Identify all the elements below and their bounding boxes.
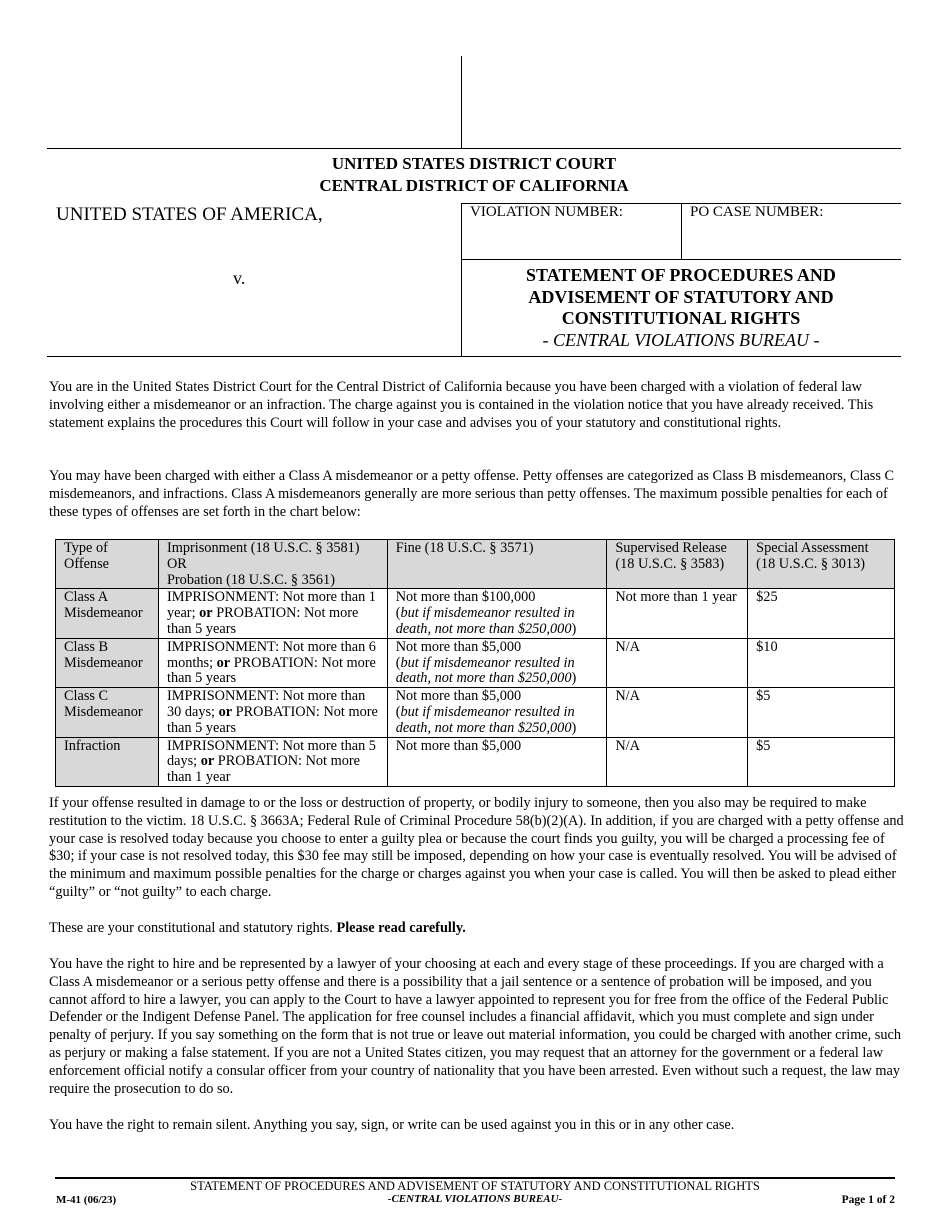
imprisonment-cell: [158, 589, 387, 638]
offense-type-cell: [56, 589, 159, 638]
header-sup-line1: Supervised Release: [615, 540, 727, 556]
court-name-line1: UNITED STATES DISTRICT COURT: [331, 154, 617, 173]
fine-note-text: but if misdemeanor resulted in death, not more than $250,000: [395, 605, 575, 637]
fine-note: (but if misdemeanor resulted in death, not more than $250,000): [395, 654, 577, 687]
paragraph-restitution: [49, 795, 905, 902]
violation-number-field[interactable]: [470, 226, 675, 254]
intro-text: You are in the United States District Court for the Central District of California because you have been charged with a violation of federal law involving either a misdemeanor or an infraction. The charge against you is contained in the violation notice that you have already received. This statement explains the procedures this Court will follow in your case and advises you of your statutory and constitutional rights.: [49, 379, 874, 431]
fine-amount: Not more than $5,000: [395, 638, 522, 655]
imprisonment-text: IMPRISONMENT: Not more than 1 year;: [166, 589, 376, 622]
offense-type-cell: [56, 737, 159, 786]
probation-text: PROBATION: Not more than 1 year: [166, 753, 360, 786]
offense-classes-text: You may have been charged with either a Class A misdemeanor or a petty offense. Petty offenses are categorized as Class B misdemeanors, Class C misdemeanors, and infractions. Class A misdemeanors generally are more serious than petty offenses. The maximum possible penalties for each of these types of offenses are set forth in the chart below:: [49, 468, 895, 520]
probation-text: PROBATION: Not more than 5 years: [166, 605, 359, 637]
assessment-cell: $25: [748, 589, 895, 638]
table-row: [56, 688, 895, 737]
imprisonment-cell: [158, 737, 387, 786]
assessment-cell: $10: [748, 638, 895, 687]
statement-title-line3: CONSTITUTIONAL RIGHTS: [561, 308, 801, 328]
fine-note: (but if misdemeanor resulted in death, not more than $250,000): [395, 605, 577, 637]
supervised-cell: Not more than 1 year: [607, 589, 748, 638]
offense-type: Class B: [64, 638, 109, 655]
offense-type: Infraction: [64, 737, 121, 754]
po-case-number-label: PO CASE NUMBER:: [690, 204, 824, 220]
header-spec-line2: (18 U.S.C. § 3013): [756, 555, 865, 572]
offense-type-line2: Misdemeanor: [64, 605, 143, 622]
fine-amount: Not more than $100,000: [395, 589, 536, 606]
header-spec-line1: Special Assessment: [756, 540, 869, 556]
statement-title-line1: STATEMENT OF PROCEDURES AND: [526, 265, 836, 285]
fine-amount: Not more than $5,000: [395, 688, 522, 705]
offense-type-cell: [56, 688, 159, 737]
paragraph-rights-intro: [49, 920, 905, 938]
header-imprisonment: [158, 540, 387, 589]
fine-cell: [387, 737, 607, 786]
probation-text: PROBATION: Not more than 5 years: [166, 654, 376, 687]
offense-type: Class C: [64, 688, 109, 705]
supervised-cell: N/A: [607, 737, 748, 786]
header-imp-line3: Probation (18 U.S.C. § 3561): [166, 571, 335, 588]
header-fine: Fine (18 U.S.C. § 3571): [387, 540, 607, 589]
po-case-number-field[interactable]: [690, 226, 895, 254]
offense-type-line2: Misdemeanor: [64, 654, 143, 671]
fine-amount: Not more than $5,000: [395, 737, 522, 754]
right-to-silence-text: You have the right to remain silent. Anything you say, sign, or write can be used against you in this or in any other case.: [49, 1117, 735, 1133]
paragraph-intro: [49, 379, 905, 432]
header-type-line2: Offense: [64, 555, 109, 572]
right-to-counsel-text: You have the right to hire and be represented by a lawyer of your choosing at each and every stage of these proceedings. If you are charged with a Class A misdemeanor or a serious petty offense and there is a possibility that a jail sentence or a sentence of probation will be imposed, and you cannot afford to hire a lawyer, you can apply to the Court to have a lawyer appointed to represent you for free from the office of the Federal Public Defender or the Indigent Defense Panel. The application for free counsel includes a financial affidavit, which you must complete and sign under penalty of perjury. If you say something on the form that is not true or leave out material information, you could be charged with another crime, such as perjury or making a false statement. If you are not a United States citizen, you may request that an attorney for the government or a federal law enforcement official notify a consular officer from your country of nationality that you have been arrested. Even without such a request, the law may require the prosecution to do so.: [49, 956, 902, 1097]
form-number: M-41 (06/23): [56, 1194, 117, 1206]
or-text: or: [199, 605, 213, 622]
violation-number-label: VIOLATION NUMBER:: [470, 204, 623, 220]
fine-cell: [387, 688, 607, 737]
rights-intro-text: [49, 920, 905, 938]
fine-cell: [387, 589, 607, 638]
imprisonment-text: IMPRISONMENT: Not more than 5 days;: [166, 737, 376, 770]
assessment-cell: $5: [748, 688, 895, 737]
paragraph-right-to-silence: [49, 1117, 905, 1135]
header-sup-line2: (18 U.S.C. § 3583): [615, 555, 725, 572]
supervised-cell: N/A: [607, 688, 748, 737]
rights-intro-plain: These are your constitutional and statutory rights.: [49, 920, 337, 936]
fine-note-text: but if misdemeanor resulted in death, not more than $250,000: [395, 654, 575, 687]
header-imp-line1: Imprisonment (18 U.S.C. § 3581): [166, 540, 360, 556]
header-type-line1: Type of: [64, 540, 108, 556]
or-text: or: [218, 703, 233, 720]
offense-type-cell: [56, 638, 159, 687]
statement-title-line2: ADVISEMENT OF STATUTORY AND: [528, 286, 834, 307]
caption-middle-rule: [461, 259, 901, 260]
header-supervised: [607, 540, 748, 589]
plaintiff-name: UNITED STATES OF AMERICA,: [56, 204, 323, 225]
offense-type: Class A: [64, 589, 109, 606]
statement-title: [461, 265, 901, 330]
rights-intro-bold: Please read carefully.: [336, 920, 466, 936]
table-row: [56, 638, 895, 687]
fine-note-text: but if misdemeanor resulted in death, not more than $250,000: [395, 703, 575, 736]
paragraph-offense-classes: [49, 468, 905, 521]
penalty-table-header: [56, 540, 895, 589]
restitution-text: If your offense resulted in damage to or the loss or destruction of property, or bodily injury to someone, then you also may be required to make restitution to the victim. 18 U.S.C. § 3663A; Federal Rule of Criminal Procedure 58(b)(2)(A). In addition, if you are charged with a petty offense and your case is resolved today because you choose to enter a guilty plea or because the court finds you guilty, you will be charged a processing fee of $30; if your case is not resolved today, this $30 fee may still be imposed, depending on how your case is eventually resolved. You will be advised of the minimum and maximum possible penalties for the charge or charges against you when your case is called. You will then be asked to plead either “guilty” or “not guilty” to each charge.: [49, 795, 904, 900]
footer-subtitle: -CENTRAL VIOLATIONS BUREAU-: [387, 1193, 563, 1205]
or-text: or: [200, 753, 215, 770]
imprisonment-cell: [158, 688, 387, 737]
table-row: [56, 589, 895, 638]
penalty-table: [55, 539, 895, 787]
paragraph-right-to-counsel: [49, 956, 905, 1098]
imprisonment-text: IMPRISONMENT: Not more than 30 days;: [166, 688, 366, 720]
top-divider-line: [461, 56, 462, 148]
probation-text: PROBATION: Not more than 5 years: [166, 703, 378, 736]
header-imp-line2: OR: [166, 555, 187, 572]
versus-label: v.: [233, 268, 246, 288]
offense-type-line2: Misdemeanor: [64, 703, 143, 720]
footer-title: STATEMENT OF PROCEDURES AND ADVISEMENT OF STATUTORY AND CONSTITUTIONAL RIGHTS: [190, 1179, 760, 1193]
supervised-cell: N/A: [607, 638, 748, 687]
assessment-cell: $5: [748, 737, 895, 786]
court-name-line2: CENTRAL DISTRICT OF CALIFORNIA: [319, 176, 629, 195]
header-assessment: [748, 540, 895, 589]
table-row: [56, 737, 895, 786]
imprisonment-text: IMPRISONMENT: Not more than 6 months;: [166, 638, 376, 671]
fine-cell: [387, 638, 607, 687]
court-header-rule: [47, 148, 901, 149]
or-text: or: [216, 654, 231, 671]
header-type: [56, 540, 159, 589]
imprisonment-cell: [158, 638, 387, 687]
caption-number-divider: [681, 203, 682, 259]
fine-note: (but if misdemeanor resulted in death, not more than $250,000): [395, 703, 577, 736]
page-number: Page 1 of 2: [841, 1194, 895, 1206]
statement-subtitle: - CENTRAL VIOLATIONS BUREAU -: [542, 330, 820, 350]
